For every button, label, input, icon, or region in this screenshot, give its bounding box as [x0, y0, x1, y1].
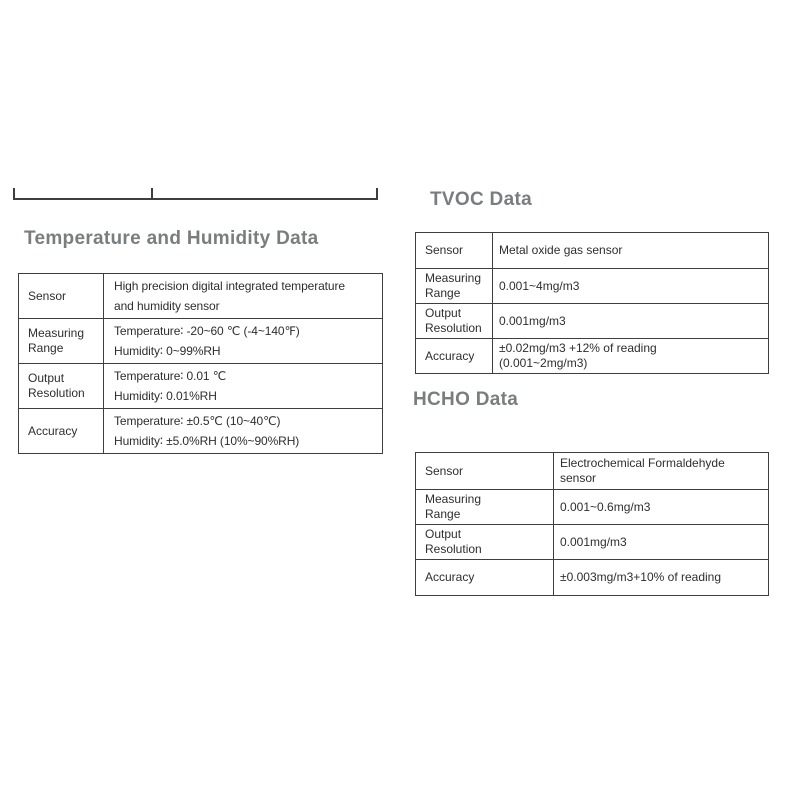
- row-value-line: 0.001~4mg/m3: [499, 278, 580, 293]
- table-row: [416, 525, 769, 560]
- row-label: Output Resolution: [28, 371, 85, 400]
- table-row: [416, 560, 769, 596]
- row-label-cell: [416, 525, 554, 560]
- table-row: [416, 339, 769, 374]
- row-label-cell: [19, 409, 104, 454]
- row-value-line: 0.001mg/m3: [560, 534, 627, 549]
- row-label-cell: [416, 304, 493, 339]
- row-value-line: Humidity∶ ±5.0%RH (10%~90%RH): [114, 434, 300, 448]
- table-row: [19, 409, 383, 454]
- row-value-line: Metal oxide gas sensor: [499, 243, 623, 257]
- cropped-table-column-divider: [151, 188, 153, 198]
- row-value-cell: [554, 525, 769, 560]
- row-value-line: Temperature∶ -20~60 ℃ (-4~140℉): [114, 324, 300, 338]
- row-label: Sensor: [28, 288, 67, 303]
- row-value-line: Electrochemical Formaldehyde: [560, 456, 725, 470]
- row-value-line: 0.001~0.6mg/m3: [560, 499, 651, 514]
- row-label: Accuracy: [28, 423, 78, 438]
- table-row: [416, 233, 769, 269]
- row-value-line: and humidity sensor: [114, 299, 220, 313]
- row-label: Output Resolution: [425, 306, 482, 335]
- row-value-cell: [493, 269, 769, 304]
- row-value-line: 0.001mg/m3: [499, 313, 566, 328]
- cropped-table-bottom-edge: [13, 188, 378, 200]
- row-label-cell: [19, 274, 104, 319]
- temperature-humidity-table: [18, 273, 383, 454]
- row-value-line: sensor: [560, 471, 597, 485]
- section-title-temperature-humidity: Temperature and Humidity Data: [24, 228, 319, 249]
- table-row: [416, 453, 769, 490]
- row-value-line: High precision digital integrated temperature: [114, 279, 345, 293]
- row-value-cell: [493, 233, 769, 269]
- row-value-cell: [104, 409, 383, 454]
- row-value-cell: [493, 304, 769, 339]
- row-label: Sensor: [425, 463, 464, 478]
- row-value-cell: [554, 490, 769, 525]
- table-row: [19, 364, 383, 409]
- row-label-cell: [416, 339, 493, 374]
- table-row: [416, 490, 769, 525]
- section-title-hcho: HCHO Data: [413, 389, 519, 410]
- row-value-cell: [554, 560, 769, 596]
- row-label: Measuring Range: [425, 271, 482, 300]
- table-row: [416, 269, 769, 304]
- table-row: [19, 274, 383, 319]
- row-label-cell: [416, 269, 493, 304]
- row-label: Measuring Range: [425, 492, 482, 521]
- tvoc-table: [415, 232, 769, 374]
- row-value-line: (0.001~2mg/m3): [499, 356, 588, 370]
- row-value-line: Temperature∶ ±0.5℃ (10~40℃): [114, 414, 281, 428]
- row-label-cell: [19, 364, 104, 409]
- table-row: [19, 319, 383, 364]
- row-label-cell: [416, 560, 554, 596]
- row-label-cell: [416, 233, 493, 269]
- row-value-line: ±0.02mg/m3 +12% of reading: [499, 341, 657, 355]
- row-label-cell: [416, 490, 554, 525]
- row-label: Accuracy: [425, 348, 475, 363]
- row-label: Accuracy: [425, 570, 475, 584]
- row-value-cell: [104, 274, 383, 319]
- row-label-cell: [416, 453, 554, 490]
- hcho-table: [415, 452, 769, 596]
- row-value-line: ±0.003mg/m3+10% of reading: [560, 570, 722, 584]
- row-label: Output Resolution: [425, 527, 482, 556]
- row-value-line: Temperature∶ 0.01 ℃: [114, 369, 227, 383]
- table-row: [416, 304, 769, 339]
- row-value-cell: [104, 364, 383, 409]
- row-label: Measuring Range: [28, 326, 85, 355]
- row-value-cell: [554, 453, 769, 490]
- row-label: Sensor: [425, 243, 464, 257]
- row-value-line: Humidity∶ 0~99%RH: [114, 344, 221, 358]
- row-label-cell: [19, 319, 104, 364]
- row-value-line: Humidity∶ 0.01%RH: [114, 389, 217, 403]
- section-title-tvoc: TVOC Data: [430, 189, 532, 210]
- row-value-cell: [104, 319, 383, 364]
- row-value-cell: [493, 339, 769, 374]
